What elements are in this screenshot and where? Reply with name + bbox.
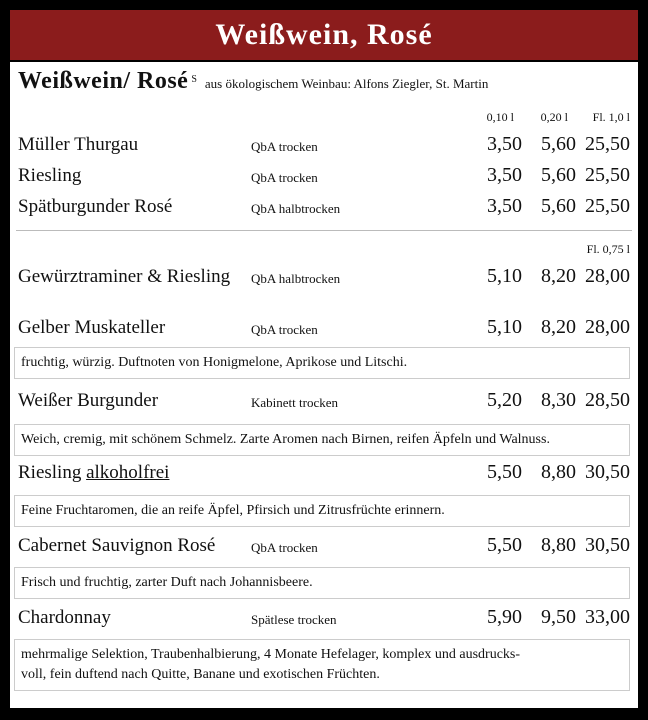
wine-name: Gewürztraminer & Riesling xyxy=(18,266,231,287)
wine-name xyxy=(18,462,169,484)
price-small: 5,10 xyxy=(487,316,522,338)
wine-description xyxy=(14,639,630,691)
desc-line: voll, fein duftend nach Quitte, Banane und exotischen Früchten. xyxy=(21,667,380,682)
wine-quality: QbA trocken xyxy=(251,139,318,154)
price-medium: 5,60 xyxy=(541,133,576,155)
wine-row xyxy=(18,264,630,292)
wine-quality: QbA trocken xyxy=(251,170,318,185)
heading-source: aus ökologischem Weinbau: Alfons Ziegler, St. Martin xyxy=(204,76,489,91)
banner-title: Weißwein, Rosé xyxy=(10,10,638,60)
wine-row xyxy=(18,315,630,343)
wine-row xyxy=(18,163,630,191)
wine-row xyxy=(18,605,630,633)
price-medium: 5,60 xyxy=(541,195,576,217)
wine-name: Chardonnay xyxy=(18,607,111,628)
wine-name-extra: alkoholfrei xyxy=(86,462,170,483)
wine-description: Feine Fruchtaromen, die an reife Äpfel, Pfirsich und Zitrusfrüchte erinnern. xyxy=(14,495,630,527)
wine-name: Riesling xyxy=(18,165,82,186)
col-head-2: 0,20 l xyxy=(540,110,568,124)
price-small: 3,50 xyxy=(487,195,522,217)
desc-line: mehrmalige Selektion, Traubenhalbierung, 4 Monate Hefelager, komplex und ausdrucks- xyxy=(21,647,521,662)
section-heading xyxy=(18,68,488,95)
price-small: 3,50 xyxy=(487,164,522,186)
heading-sup: S xyxy=(191,73,197,85)
price-bottle: 25,50 xyxy=(585,133,630,155)
wine-quality: Kabinett trocken xyxy=(251,395,338,410)
heading-title: Weißwein/ Rosé xyxy=(18,68,189,94)
wine-name: Cabernet Sauvignon Rosé xyxy=(18,535,216,556)
wine-row xyxy=(18,194,630,222)
wine-description: Frisch und fruchtig, zarter Duft nach Johannisbeere. xyxy=(14,567,630,599)
wine-quality: QbA trocken xyxy=(251,540,318,555)
price-medium: 5,60 xyxy=(541,164,576,186)
price-small: 5,90 xyxy=(487,606,522,628)
wine-row xyxy=(18,388,630,416)
price-bottle: 25,50 xyxy=(585,195,630,217)
price-bottle: 33,00 xyxy=(585,606,630,628)
price-medium: 8,20 xyxy=(541,265,576,287)
price-bottle: 30,50 xyxy=(585,534,630,556)
col-head-1: 0,10 l xyxy=(486,110,514,124)
wine-description: fruchtig, würzig. Duftnoten von Honigmelone, Aprikose und Litschi. xyxy=(14,347,630,379)
wine-row xyxy=(18,132,630,160)
price-bottle: 28,00 xyxy=(585,316,630,338)
price-small: 5,50 xyxy=(487,461,522,483)
price-bottle: 28,50 xyxy=(585,389,630,411)
menu-card xyxy=(10,62,638,708)
wine-quality: QbA halbtrocken xyxy=(251,271,341,286)
wine-name: Spätburgunder Rosé xyxy=(18,196,173,217)
divider xyxy=(16,230,632,231)
price-small: 5,50 xyxy=(487,534,522,556)
price-medium: 8,20 xyxy=(541,316,576,338)
price-medium: 8,80 xyxy=(541,534,576,556)
wine-description: Weich, cremig, mit schönem Schmelz. Zarte Aromen nach Birnen, reifen Äpfeln und Walnuss. xyxy=(14,424,630,456)
wine-quality: QbA halbtrocken xyxy=(251,201,341,216)
price-bottle: 28,00 xyxy=(585,265,630,287)
col-head-3: Fl. 1,0 l xyxy=(592,110,630,124)
wine-row xyxy=(18,533,630,561)
wine-quality: Spätlese trocken xyxy=(251,612,337,627)
price-medium: 9,50 xyxy=(541,606,576,628)
wine-row xyxy=(18,460,630,488)
price-bottle: 25,50 xyxy=(585,164,630,186)
price-medium: 8,80 xyxy=(541,461,576,483)
wine-name: Weißer Burgunder xyxy=(18,390,159,411)
wine-name: Müller Thurgau xyxy=(18,134,139,155)
price-small: 3,50 xyxy=(487,133,522,155)
price-small: 5,20 xyxy=(487,389,522,411)
col-head-bottle: Fl. 0,75 l xyxy=(586,242,630,256)
wine-quality: QbA trocken xyxy=(251,322,318,337)
price-medium: 8,30 xyxy=(541,389,576,411)
price-bottle: 30,50 xyxy=(585,461,630,483)
price-small: 5,10 xyxy=(487,265,522,287)
wine-name: Gelber Muskateller xyxy=(18,317,166,338)
wine-name-main: Riesling xyxy=(18,462,82,483)
